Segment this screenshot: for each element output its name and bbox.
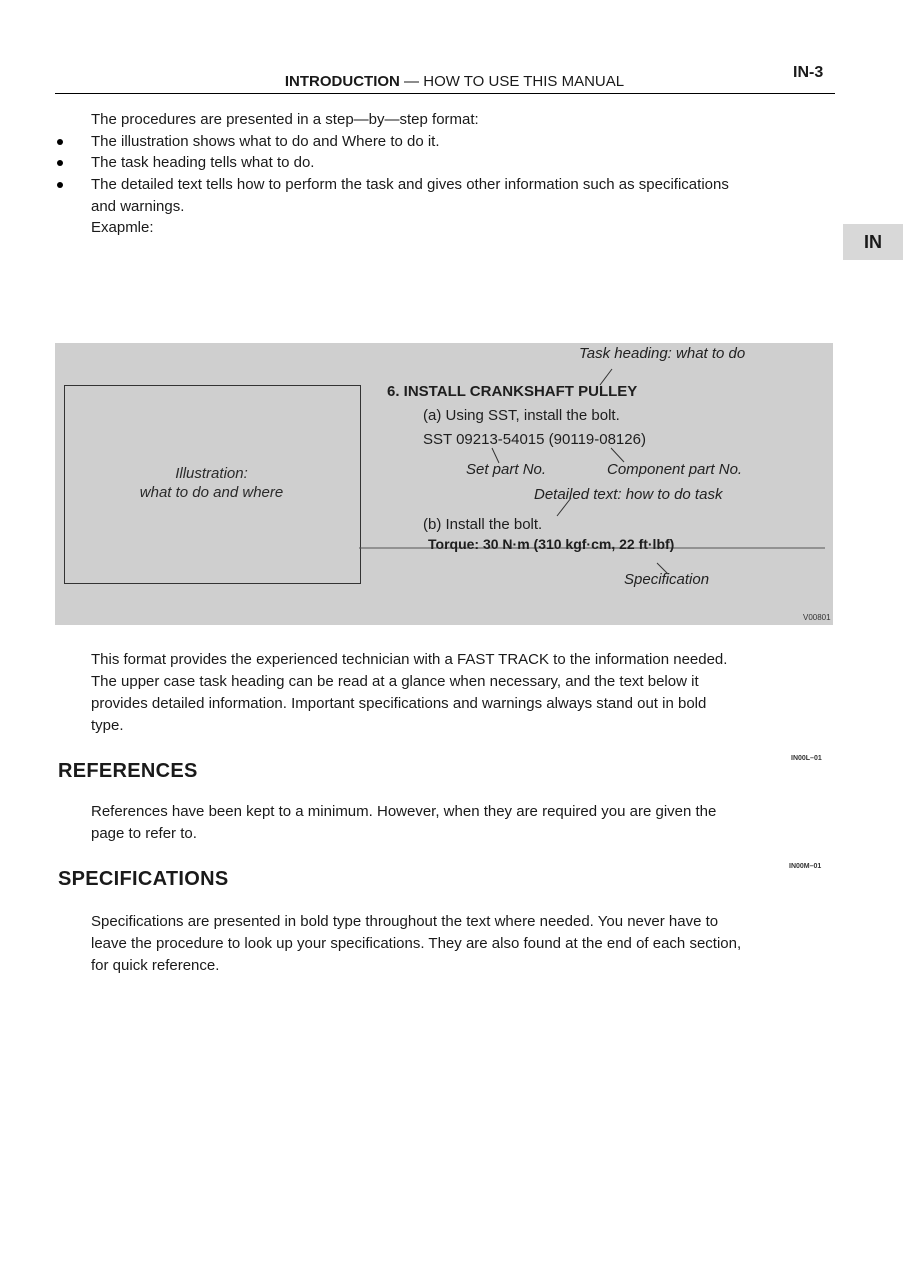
paragraph-line: This format provides the experienced technician with a FAST TRACK to the information needed. bbox=[91, 651, 728, 668]
illustration-label-line: Illustration: bbox=[175, 465, 248, 482]
set-part-annotation: Set part No. bbox=[466, 461, 547, 478]
figure-code: V00801 bbox=[803, 613, 831, 622]
header-section: INTRODUCTION bbox=[284, 73, 400, 90]
header-separator: — bbox=[399, 73, 424, 90]
bullet-item-continued: and warnings. bbox=[91, 198, 185, 215]
example-label: Exapmle: bbox=[91, 219, 154, 236]
bullet-item: The illustration shows what to do and Where to do it. bbox=[91, 133, 440, 150]
bullet-item: The task heading tells what to do. bbox=[91, 154, 315, 171]
references-code: IN00L–01 bbox=[791, 755, 822, 762]
detailed-text-annotation: Detailed text: how to do task bbox=[534, 486, 723, 503]
bullet-item: The detailed text tells how to perform the task and gives other information such as specifications bbox=[91, 176, 729, 193]
intro-lead: The procedures are presented in a step—by—step format: bbox=[91, 111, 479, 128]
specifications-paragraph bbox=[91, 911, 834, 977]
task-heading-annotation: Task heading: what to do bbox=[579, 345, 746, 362]
paragraph-line: Specifications are presented in bold type throughout the text where needed. You never have to bbox=[91, 913, 719, 930]
component-part-annotation: Component part No. bbox=[607, 461, 743, 478]
fast-track-paragraph bbox=[91, 649, 834, 737]
pointer-line bbox=[611, 448, 624, 462]
paragraph-line: page to refer to. bbox=[91, 825, 197, 842]
paragraph-line: leave the procedure to look up your specifications. They are also found at the end of each section, bbox=[91, 935, 742, 952]
illustration-label-line: what to do and where bbox=[139, 484, 284, 501]
step-a: (a) Using SST, install the bolt. bbox=[423, 407, 620, 424]
section-tab: IN bbox=[843, 224, 903, 260]
paragraph-line: type. bbox=[91, 717, 124, 734]
references-heading: REFERENCES bbox=[58, 760, 198, 782]
paragraph-line: The upper case task heading can be read at a glance when necessary, and the text below it bbox=[91, 673, 699, 690]
torque-spec: Torque: 30 N·m (310 kgf·cm, 22 ft·lbf) bbox=[428, 536, 675, 552]
sst-line: SST 09213-54015 (90119-08126) bbox=[423, 431, 646, 448]
page-number: IN-3 bbox=[793, 64, 824, 81]
paragraph-line: References have been kept to a minimum. However, when they are required you are given the bbox=[91, 803, 717, 820]
specifications-code: IN00M–01 bbox=[789, 863, 822, 870]
paragraph-line: for quick reference. bbox=[91, 957, 220, 974]
references-paragraph bbox=[91, 801, 834, 845]
specifications-heading: SPECIFICATIONS bbox=[58, 868, 229, 890]
paragraph-line: provides detailed information. Important specifications and warnings always stand out in bold bbox=[91, 695, 707, 712]
step-b: (b) Install the bolt. bbox=[423, 516, 543, 533]
specification-annotation: Specification bbox=[624, 571, 710, 588]
header-subtitle: HOW TO USE THIS MANUAL bbox=[423, 73, 625, 90]
step-heading: 6. INSTALL CRANKSHAFT PULLEY bbox=[387, 383, 638, 400]
